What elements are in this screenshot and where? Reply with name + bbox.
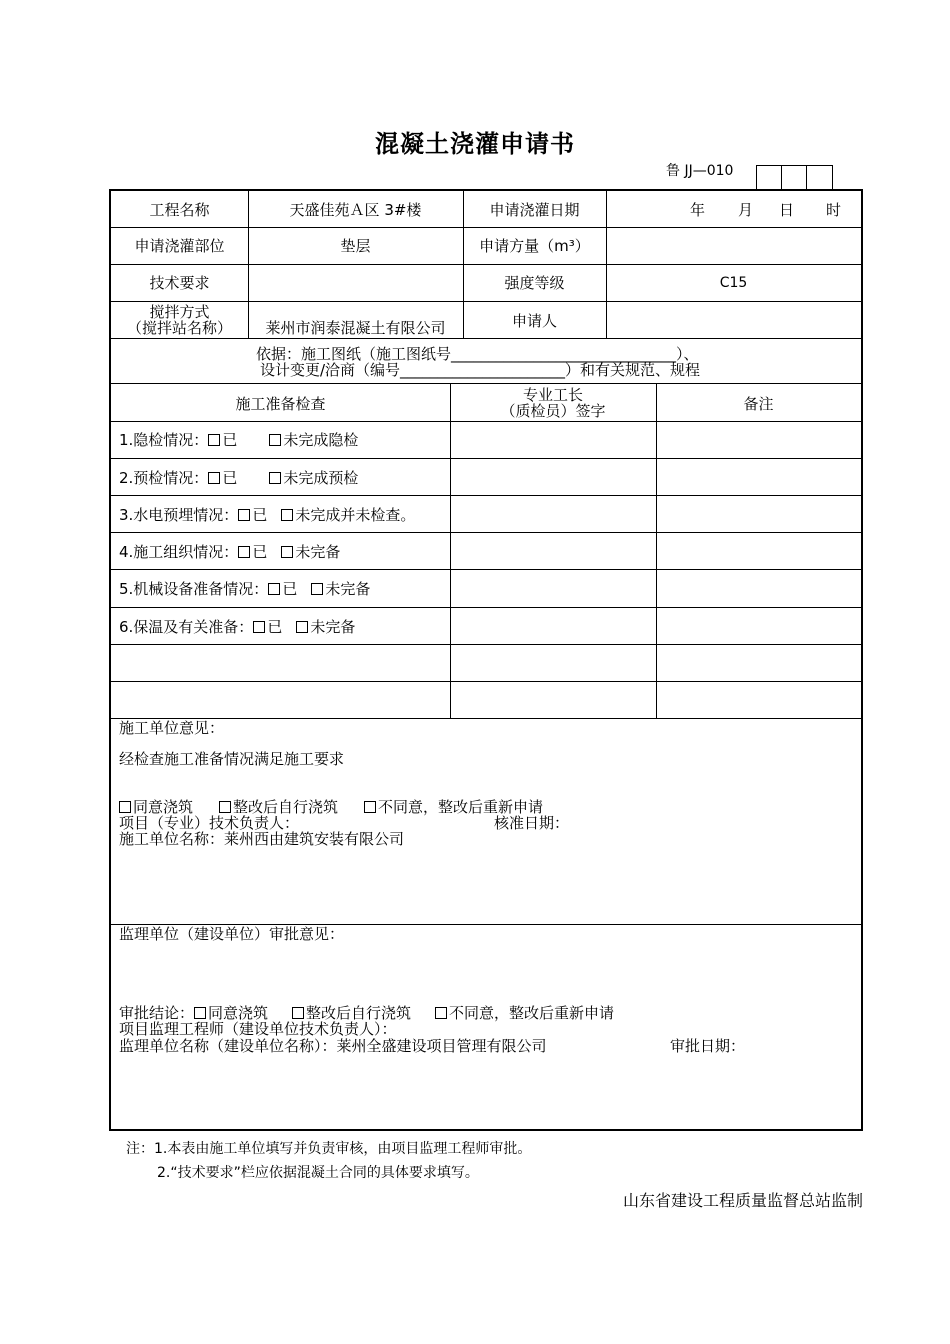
code-box-3 xyxy=(806,165,833,189)
pour-date-label: 申请浇灌日期 xyxy=(489,201,580,219)
checkbox[interactable] xyxy=(208,434,220,446)
checkbox[interactable] xyxy=(269,434,281,446)
checkbox[interactable] xyxy=(119,801,131,813)
mix-station-label: （搅拌站名称） xyxy=(126,319,232,337)
mix-station-value[interactable]: 莱州市润泰混凝土有限公司 xyxy=(265,319,446,337)
checkbox[interactable] xyxy=(219,801,231,813)
checkbox[interactable] xyxy=(238,509,250,521)
contractor-opinion: 经检查施工准备情况满足施工要求 xyxy=(119,750,345,768)
date-month-unit: 月 xyxy=(738,201,754,219)
check-item-4: 4.施工组织情况： 已 未完备 xyxy=(119,543,341,561)
check-item-5: 5.机械设备准备情况： 已 未完备 xyxy=(119,580,371,598)
check-col-header: 施工准备检查 xyxy=(235,395,326,413)
check-item-6: 6.保温及有关准备： 已 未完备 xyxy=(119,618,356,636)
supervisor-approve-date: 审批日期： xyxy=(670,1037,746,1055)
supervisor-heading: 监理单位（建设单位）审批意见： xyxy=(119,925,345,943)
contractor-unit-name: 施工单位名称：莱州西由建筑安装有限公司 xyxy=(119,830,405,848)
checkbox[interactable] xyxy=(238,546,250,558)
check-item-1: 1.隐检情况： 已 未完成隐检 xyxy=(119,431,359,449)
checkbox[interactable] xyxy=(311,583,323,595)
basis-line-1: 依据：施工图纸（施工图纸号______________________________）、 xyxy=(256,345,699,363)
applicant-label: 申请人 xyxy=(511,312,557,330)
checkbox[interactable] xyxy=(268,583,280,595)
checkbox[interactable] xyxy=(364,801,376,813)
volume-label: 申请方量（m³） xyxy=(479,237,590,255)
strength-label: 强度等级 xyxy=(504,274,565,292)
form-title: 混凝土浇灌申请书 xyxy=(375,130,575,158)
date-year-unit: 年 xyxy=(690,201,706,219)
supervisor-unit-name: 监理单位名称（建设单位名称）：莱州全盛建设项目管理有限公司 xyxy=(119,1037,547,1055)
code-box-2 xyxy=(781,165,807,189)
code-box-1 xyxy=(756,165,782,189)
foreman-col-header-1: 专业工长 xyxy=(522,386,583,404)
contractor-heading: 施工单位意见： xyxy=(119,719,225,737)
checkbox[interactable] xyxy=(292,1007,304,1019)
check-item-3: 3.水电预埋情况： 已 未完成并未检查。 xyxy=(119,506,416,524)
project-label: 工程名称 xyxy=(149,201,210,219)
remark-col-header: 备注 xyxy=(743,395,774,413)
supervisor-engineer: 项目监理工程师（建设单位技术负责人）： xyxy=(119,1020,397,1038)
supervisor-conclusion: 审批结论： 同意浇筑 整改后自行浇筑 不同意，整改后重新申请 xyxy=(119,1004,615,1022)
checkbox[interactable] xyxy=(253,621,265,633)
contractor-approve-date: 核准日期： xyxy=(494,814,570,832)
checkbox[interactable] xyxy=(435,1007,447,1019)
project-value[interactable]: 天盛佳苑Ａ区 3#楼 xyxy=(289,201,422,219)
checkbox[interactable] xyxy=(208,472,220,484)
note-line-1: 注：1.本表由施工单位填写并负责审核，由项目监理工程师审批。 xyxy=(126,1141,532,1157)
checkbox[interactable] xyxy=(194,1007,206,1019)
form-code: 鲁 JJ—010 xyxy=(666,163,734,179)
checkbox[interactable] xyxy=(281,546,293,558)
tech-req-label: 技术要求 xyxy=(149,274,210,292)
footer-issuer: 山东省建设工程质量监督总站监制 xyxy=(622,1191,863,1210)
note-line-2: 2.“技术要求”栏应依据混凝土合同的具体要求填写。 xyxy=(157,1165,479,1181)
checkbox[interactable] xyxy=(281,509,293,521)
basis-line-2: 设计变更/洽商（编号______________________）和有关规范、规程 xyxy=(260,361,701,379)
foreman-col-header-2: （质检员）签字 xyxy=(500,402,606,420)
pour-part-value[interactable]: 垫层 xyxy=(340,237,371,255)
mix-method-label: 搅拌方式 xyxy=(149,303,210,321)
contractor-options: 同意浇筑 整改后自行浇筑 不同意，整改后重新申请 xyxy=(119,799,543,815)
pour-part-label: 申请浇灌部位 xyxy=(134,237,225,255)
date-hour-unit: 时 xyxy=(826,201,842,219)
contractor-tech-lead: 项目（专业）技术负责人： xyxy=(119,814,300,832)
strength-value[interactable]: C15 xyxy=(719,275,748,291)
check-item-2: 2.预检情况： 已 未完成预检 xyxy=(119,469,359,487)
checkbox[interactable] xyxy=(269,472,281,484)
checkbox[interactable] xyxy=(296,621,308,633)
date-day-unit: 日 xyxy=(779,201,795,219)
